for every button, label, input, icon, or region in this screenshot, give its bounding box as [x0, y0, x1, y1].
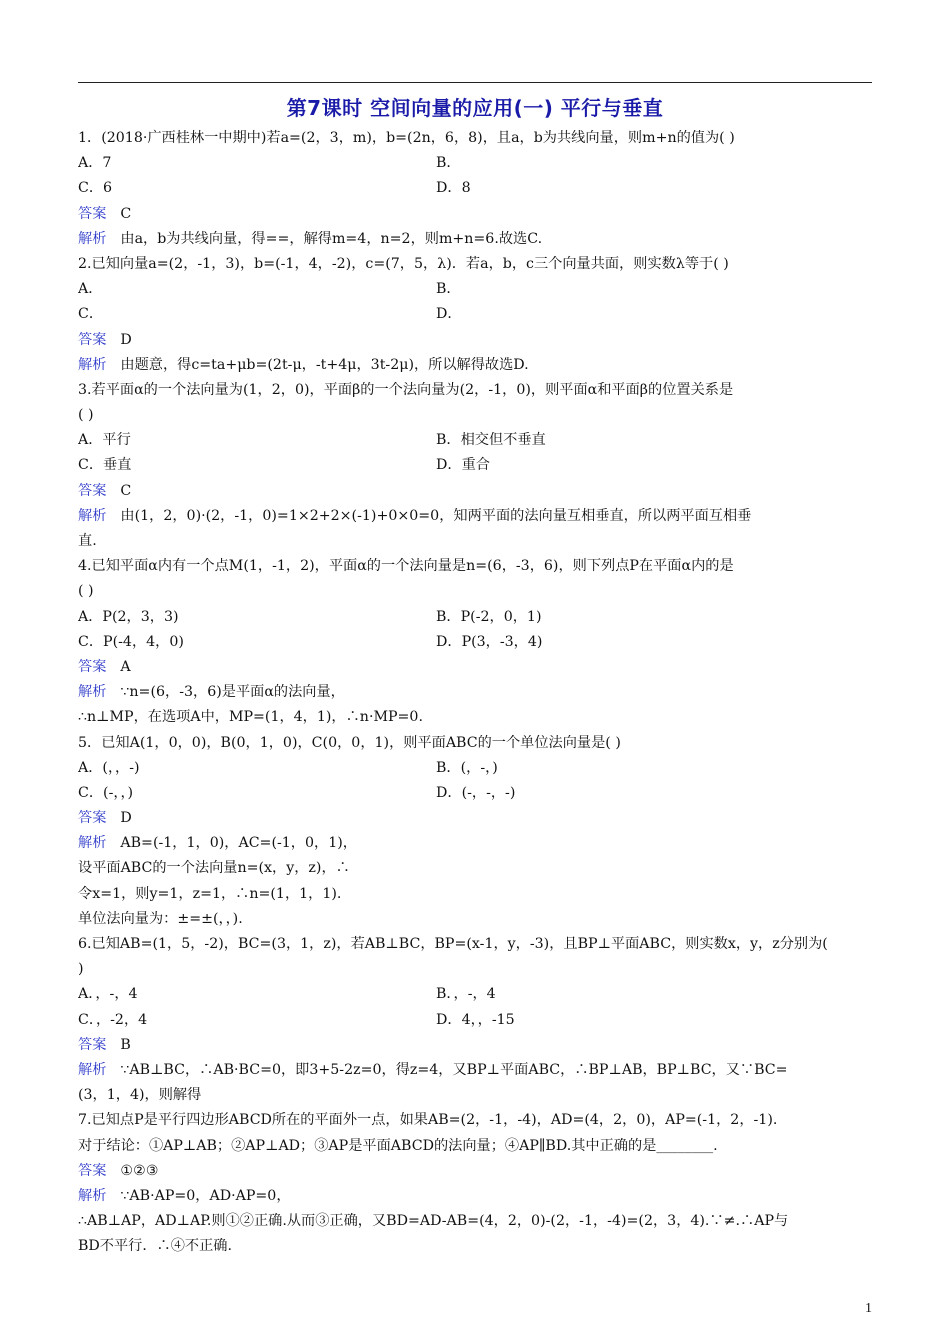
- option-right: B．相交但不垂直: [436, 432, 546, 449]
- option-right: B．(，-，): [436, 759, 498, 776]
- line-text: 由a，b为共线向量，得==，解得m=4，n=2，则m+n=6.故选C.: [120, 230, 543, 247]
- text-line: 令x=1，则y=1，z=1，∴n=(1，1，1).: [78, 885, 342, 902]
- option-right: D．4，，-15: [436, 1011, 515, 1028]
- header-rule: [78, 82, 872, 83]
- analysis-label: 解析: [78, 1187, 107, 1204]
- option-left: C．6: [78, 180, 113, 197]
- answer-options-row: [78, 176, 872, 201]
- answer-options-row: [78, 630, 872, 655]
- text-line: 1．(2018·广西桂林一中期中)若a=(2，3，m)，b=(2n，6，8)，且a，b为共线向量，则m+n的值为( ): [78, 130, 735, 146]
- text-line: ): [78, 961, 84, 978]
- answer-options-row: [78, 982, 872, 1007]
- line-text: ∵AB·AP=0，AD·AP=0，: [120, 1187, 291, 1204]
- text-line: 3.若平面α的一个法向量为(1，2，0)，平面β的一个法向量为(2，-1，0)，则平面α和平面β的位置关系是: [78, 381, 734, 398]
- analysis-label: 解析: [78, 356, 107, 373]
- answer-options-row: [78, 605, 872, 630]
- analysis-line: [78, 353, 872, 378]
- page-title: 第7课时 空间向量的应用(一) 平行与垂直: [286, 96, 664, 120]
- option-left: A．平行: [78, 432, 131, 449]
- text-line: 2.已知向量a=(2，-1，3)，b=(-1，4，-2)，c=(7，5，λ)．若a，b，c三个向量共面，则实数λ等于( ): [78, 255, 729, 272]
- line-text: ①②③: [120, 1162, 159, 1179]
- option-left: C．，-2，4: [78, 1011, 148, 1028]
- text-line: ∴n⊥MP，在选项A中，MP=(1，4，1)，∴n·MP=0.: [78, 709, 423, 726]
- text-line: 对于结论：①AP⊥AB；②AP⊥AD；③AP是平面ABCD的法向量；④AP∥BD.其中正确的是________.: [78, 1137, 718, 1154]
- option-left: A．: [78, 281, 103, 298]
- answer-label: 答案: [78, 331, 107, 348]
- line-text: D: [120, 331, 132, 348]
- line-text: B: [120, 1036, 131, 1053]
- answer-line: [78, 655, 872, 680]
- line-text: ∵AB⊥BC，∴AB·BC=0，即3+5-2z=0，得z=4，又BP⊥平面ABC，∴BP⊥AB，BP⊥BC，又∵BC=: [120, 1061, 788, 1078]
- option-right: D．P(3，-3，4): [436, 633, 543, 650]
- answer-label: 答案: [78, 658, 107, 675]
- page-number: 1: [865, 1301, 872, 1316]
- text-line: 5．已知A(1，0，0)，B(0，1，0)，C(0，0，1)，则平面ABC的一个单位法向量是( ): [78, 734, 621, 751]
- line-text: 由(1，2，0)·(2，-1，0)=1×2+2×(-1)+0×0=0，知两平面的法向量互相垂直，所以两平面互相垂: [120, 507, 752, 524]
- option-right: B．P(-2，0，1): [436, 608, 542, 625]
- option-left: C．(-，，): [78, 784, 134, 801]
- line-text: ∵n=(6，-3，6)是平面α的法向量，: [120, 684, 345, 701]
- answer-options-row: [78, 453, 872, 478]
- answer-options-row: [78, 151, 872, 176]
- option-right: B．，-，4: [436, 986, 496, 1003]
- analysis-line: [78, 1184, 872, 1209]
- text-line: 设平面ABC的一个法向量n=(x，y，z)，∴: [78, 860, 350, 877]
- text-line: (3，1，4)，则解得: [78, 1087, 202, 1104]
- analysis-label: 解析: [78, 684, 107, 701]
- answer-line: [78, 806, 872, 831]
- answer-line: [78, 202, 872, 227]
- option-left: C．P(-4，4，0): [78, 633, 184, 650]
- answer-options-row: [78, 1008, 872, 1033]
- text-line: ( ): [78, 583, 94, 600]
- option-right: D．: [436, 306, 462, 323]
- option-right: B．: [436, 155, 461, 172]
- analysis-label: 解析: [78, 835, 107, 852]
- option-left: A．P(2，3，3): [78, 608, 179, 625]
- analysis-line: [78, 504, 872, 529]
- answer-label: 答案: [78, 1036, 107, 1053]
- text-line: ∴AB⊥AP，AD⊥AP.则①②正确.从而③正确，又BD=AD-AB=(4，2，0)-(2，-1，-4)=(2，3，4).∵≠.∴AP与: [78, 1213, 789, 1230]
- line-text: C: [120, 482, 132, 499]
- document-body: [78, 126, 872, 1259]
- text-line: 6.已知AB=(1，5，-2)，BC=(3，1，z)，若AB⊥BC，BP=(x-1，y，-3)，且BP⊥平面ABC，则实数x，y，z分别为(: [78, 936, 828, 952]
- option-right: D．(-，-，-): [436, 784, 516, 801]
- analysis-line: [78, 1058, 872, 1083]
- analysis-line: [78, 831, 872, 856]
- answer-line: [78, 479, 872, 504]
- analysis-label: 解析: [78, 507, 107, 524]
- analysis-line: [78, 227, 872, 252]
- analysis-label: 解析: [78, 1061, 107, 1078]
- line-text: 由题意，得c=ta+μb=(2t-μ，-t+4μ，3t-2μ)，所以解得故选D.: [120, 356, 529, 373]
- answer-options-row: [78, 428, 872, 453]
- text-line: BD不平行．∴④不正确.: [78, 1238, 232, 1255]
- answer-options-row: [78, 277, 872, 302]
- answer-label: 答案: [78, 205, 107, 222]
- answer-options-row: [78, 302, 872, 327]
- line-text: C: [120, 205, 132, 222]
- analysis-label: 解析: [78, 230, 107, 247]
- option-left: A．7: [78, 155, 112, 172]
- analysis-line: [78, 680, 872, 705]
- answer-options-row: [78, 781, 872, 806]
- answer-line: [78, 328, 872, 353]
- text-line: 直.: [78, 533, 97, 549]
- line-text: D: [120, 810, 132, 827]
- answer-line: [78, 1033, 872, 1058]
- option-right: D．8: [436, 180, 471, 197]
- option-left: A．，-，4: [78, 986, 138, 1003]
- answer-label: 答案: [78, 810, 107, 827]
- text-line: 4.已知平面α内有一个点M(1，-1，2)，平面α的一个法向量是n=(6，-3，6)，则下列点P在平面α内的是: [78, 558, 734, 575]
- answer-options-row: [78, 756, 872, 781]
- option-left: A．(，，-): [78, 759, 140, 776]
- option-right: B．: [436, 281, 461, 298]
- answer-line: [78, 1159, 872, 1184]
- text-line: 7.已知点P是平行四边形ABCD所在的平面外一点，如果AB=(2，-1，-4)，AD=(4，2，0)，AP=(-1，2，-1).: [78, 1112, 778, 1129]
- text-line: ( ): [78, 407, 94, 424]
- option-left: C．垂直: [78, 457, 132, 474]
- option-left: C．: [78, 306, 104, 323]
- answer-label: 答案: [78, 482, 107, 499]
- line-text: AB=(-1，1，0)，AC=(-1，0，1)，: [120, 835, 357, 852]
- option-right: D．重合: [436, 457, 490, 474]
- answer-label: 答案: [78, 1162, 107, 1179]
- text-line: 单位法向量为：±=±(，，).: [78, 910, 243, 927]
- line-text: A: [120, 658, 131, 675]
